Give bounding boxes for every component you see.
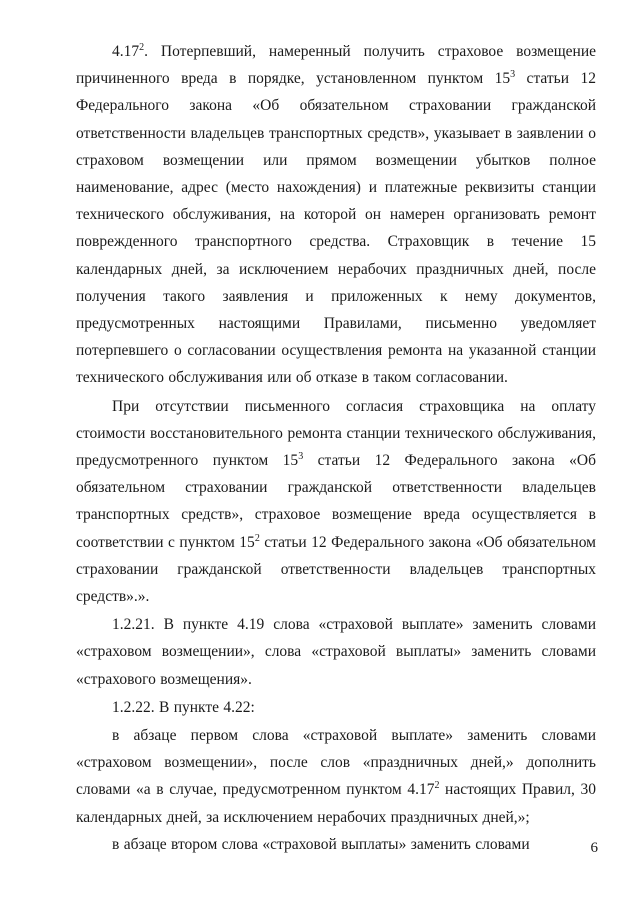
superscript: 2 bbox=[254, 532, 260, 544]
paragraph-no-consent bbox=[76, 393, 596, 611]
superscript: 3 bbox=[510, 69, 516, 81]
superscript: 3 bbox=[298, 450, 304, 462]
page-number: 6 bbox=[590, 840, 598, 856]
paragraph-1-2-21 bbox=[76, 611, 596, 693]
document-body bbox=[76, 38, 596, 858]
text-run: статьи 12 Федерального закона «Об обязательном страховании гражданской ответственности владельцев транспортных средств», страховое возмещение вреда осуществляется в соответствии с пунктом 15 bbox=[76, 452, 597, 551]
text-run: в абзаце втором слова «страховой выплаты» заменить словами bbox=[112, 835, 530, 853]
text-run: При отсутствии письменного согласия страховщика на оплату стоимости восстановительного ремонта станции технического обслуживания, предусмотренного пунктом 15 bbox=[76, 397, 596, 470]
paragraph-1-2-22 bbox=[76, 694, 596, 721]
text-run: 4.17 bbox=[112, 43, 140, 60]
paragraph-4-17-2 bbox=[76, 38, 596, 392]
text-run: статьи 12 Федерального закона «Об обязательном страховании гражданской ответственности владельцев транспортных средств».». bbox=[76, 533, 596, 606]
text-run: 1.2.21. В пункте 4.19 слова «страховой выплате» заменить словами «страховом возмещении», слова «страховой выплаты» заменить словами «страхового возмещения». bbox=[76, 616, 596, 688]
superscript: 2 bbox=[139, 41, 145, 53]
paragraph-second-indent-amendment bbox=[76, 831, 596, 858]
text-run: настоящих Правил, 30 календарных дней, за исключением нерабочих праздничных дней,»; bbox=[76, 781, 596, 826]
text-run: 1.2.22. В пункте 4.22: bbox=[112, 698, 255, 716]
text-run: в абзаце первом слова «страховой выплате» заменить словами «страховом возмещении», после слов «праздничных дней,» дополнить словами «а в случае, предусмотренном пунктом 4.17 bbox=[76, 727, 596, 799]
text-run: статьи 12 Федерального закона «Об обязательном страховании гражданской ответственности владельцев транспортных средств», указывает в заявлении о страховом возмещении или прямом возмещении убытков полное наименование, адрес (место нахождения) и платежные реквизиты станции технического обслуживания, на которой он намерен организовать ремонт поврежденного транспортного средства. Страховщик в течение 15 календарных дней, за исключением нерабочих праздничных дней, после получения такого заявления и приложенных к нему документов, предусмотренных настоящими Правилами, письменно уведомляет потерпевшего о согласовании осуществления ремонта на указанной станции технического обслуживания или об отказе в таком согласовании. bbox=[76, 70, 596, 387]
text-run: . Потерпевший, намеренный получить страховое возмещение причиненного вреда в порядке, установленном пунктом 15 bbox=[76, 43, 596, 88]
superscript: 2 bbox=[434, 780, 440, 792]
paragraph-first-indent-amendment bbox=[76, 722, 596, 831]
